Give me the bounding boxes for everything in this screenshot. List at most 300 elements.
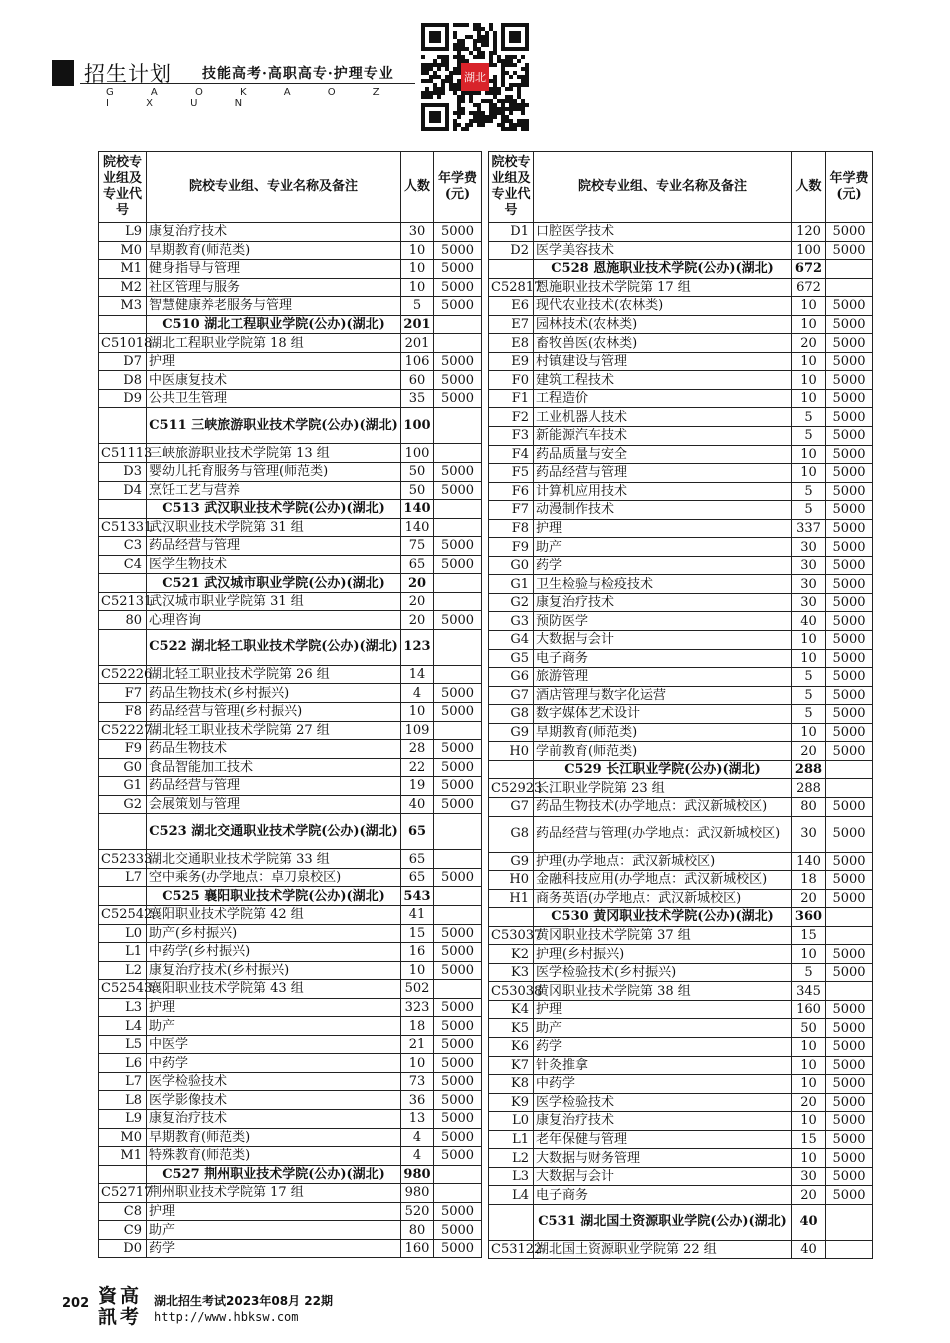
cell-code: M3: [99, 297, 147, 316]
cell-count: 5: [792, 482, 826, 501]
cell-count: 120: [792, 223, 826, 242]
cell-fee: 5000: [434, 1072, 482, 1091]
cell-code: C53038: [489, 982, 534, 1001]
cell-code: M0: [99, 241, 147, 260]
cell-name: 特殊教育(师范类): [147, 1147, 401, 1166]
cell-fee: [434, 444, 482, 463]
cell-count: 5: [792, 686, 826, 705]
cell-name: 湖北国土资源职业学院第 22 组: [534, 1240, 792, 1259]
cell-fee: 5000: [434, 297, 482, 316]
cell-count: 30: [792, 1167, 826, 1186]
cell-name: 烹饪工艺与营养: [147, 481, 401, 500]
table-row: [99, 1147, 482, 1166]
cell-fee: [434, 1184, 482, 1203]
table-row: [489, 1019, 873, 1038]
table-row: [489, 1037, 873, 1056]
cell-name: 会展策划与管理: [147, 795, 401, 814]
cell-name: 襄阳职业技术学院第 43 组: [147, 980, 401, 999]
cell-fee: 5000: [434, 611, 482, 630]
cell-fee: [434, 500, 482, 519]
cell-name: 电子商务: [534, 649, 792, 668]
table-row: [99, 297, 482, 316]
header-pinyin: G A O K A O Z I X U N: [106, 87, 397, 109]
cell-fee: 5000: [434, 998, 482, 1017]
table-row: [99, 1239, 482, 1258]
school-row: [99, 887, 482, 906]
cell-fee: 5000: [826, 501, 873, 520]
cell-fee: 5000: [826, 223, 873, 242]
table-row: [99, 518, 482, 537]
cell-fee: [434, 315, 482, 334]
table-row: [489, 742, 873, 761]
cell-code: L7: [99, 1072, 147, 1091]
col-header-code: 院校专业组及专业代号: [99, 152, 147, 223]
cell-count: 20: [792, 889, 826, 908]
cell-count: 22: [401, 758, 434, 777]
cell-name: 园林技术(农林类): [534, 315, 792, 334]
cell-name: 公共卫生管理: [147, 389, 401, 408]
cell-code: C52923: [489, 779, 534, 798]
cell-name: 工业机器人技术: [534, 408, 792, 427]
col-header-code: 院校专业组及专业代号: [489, 152, 534, 223]
table-row: [99, 611, 482, 630]
cell-code: L5: [99, 1035, 147, 1054]
table-row: [489, 1093, 873, 1112]
cell-name: 康复治疗技术: [534, 593, 792, 612]
table-row: [99, 868, 482, 887]
cell-name: 药品生物技术(办学地点：武汉新城校区): [534, 797, 792, 816]
cell-name: 药学: [534, 1037, 792, 1056]
cell-count: 10: [401, 1054, 434, 1073]
table-row: [489, 278, 873, 297]
cell-code: C51331: [99, 518, 147, 537]
cell-name: 大数据与会计: [534, 631, 792, 650]
cell-count: 50: [401, 463, 434, 482]
cell-code: K9: [489, 1093, 534, 1112]
col-header-name: 院校专业组、专业名称及备注: [534, 152, 792, 223]
cell-fee: 5000: [434, 371, 482, 390]
cell-fee: 5000: [434, 1091, 482, 1110]
cell-count: 10: [401, 241, 434, 260]
cell-fee: 5000: [826, 1037, 873, 1056]
cell-count: 140: [401, 500, 434, 519]
cell-count: 60: [401, 371, 434, 390]
cell-code: K6: [489, 1037, 534, 1056]
cell-count: 20: [401, 574, 434, 593]
table-row: [489, 871, 873, 890]
cell-count: 50: [792, 1019, 826, 1038]
cell-code: C53122: [489, 1240, 534, 1259]
cell-fee: 5000: [434, 740, 482, 759]
cell-code: F6: [489, 482, 534, 501]
cell-count: 30: [792, 816, 826, 852]
cell-count: 30: [401, 223, 434, 242]
cell-count: 160: [401, 1239, 434, 1258]
table-row: [489, 538, 873, 557]
col-header-fee: 年学费(元): [434, 152, 482, 223]
cell-count: 201: [401, 334, 434, 353]
cell-fee: 5000: [434, 684, 482, 703]
cell-fee: [434, 574, 482, 593]
cell-name: C511 三峡旅游职业技术学院(公办)(湖北): [147, 408, 401, 444]
cell-fee: [826, 260, 873, 279]
cell-name: 康复治疗技术(乡村振兴): [147, 961, 401, 980]
cell-code: M2: [99, 278, 147, 297]
cell-count: 15: [401, 924, 434, 943]
table-row: [99, 943, 482, 962]
table-row: [99, 905, 482, 924]
cell-fee: 5000: [826, 742, 873, 761]
cell-count: 10: [792, 1075, 826, 1094]
cell-code: [489, 1204, 534, 1240]
table-row: [489, 427, 873, 446]
table-row: [489, 686, 873, 705]
table-row: [489, 241, 873, 260]
cell-name: 早期教育(师范类): [534, 723, 792, 742]
cell-code: G9: [489, 723, 534, 742]
cell-fee: 5000: [826, 427, 873, 446]
table-row: [99, 260, 482, 279]
cell-count: 360: [792, 908, 826, 927]
cell-count: 672: [792, 278, 826, 297]
qr-badge-label: 湖北: [464, 71, 486, 84]
cell-count: 20: [792, 1186, 826, 1205]
cell-name: 医学检验技术: [534, 1093, 792, 1112]
table-row: [99, 334, 482, 353]
cell-fee: 5000: [434, 241, 482, 260]
cell-name: 药品经营与管理: [534, 464, 792, 483]
cell-name: C527 荆州职业技术学院(公办)(湖北): [147, 1165, 401, 1184]
table-header-row: [489, 152, 873, 223]
cell-count: 5: [792, 668, 826, 687]
table-row: [489, 668, 873, 687]
cell-fee: [826, 982, 873, 1001]
cell-fee: [434, 629, 482, 665]
cell-code: G6: [489, 668, 534, 687]
table-row: [99, 371, 482, 390]
cell-count: 106: [401, 352, 434, 371]
cell-fee: 5000: [434, 703, 482, 722]
cell-count: 10: [401, 703, 434, 722]
table-row: [99, 352, 482, 371]
table-row: [489, 297, 873, 316]
table-row: [489, 982, 873, 1001]
cell-name: 恩施职业技术学院第 17 组: [534, 278, 792, 297]
cell-fee: 5000: [826, 445, 873, 464]
cell-name: 中药学(乡村振兴): [147, 943, 401, 962]
page-number: 202: [62, 1296, 90, 1311]
table-row: [489, 445, 873, 464]
cell-count: 15: [792, 926, 826, 945]
cell-name: 助产(乡村振兴): [147, 924, 401, 943]
cell-count: 10: [792, 723, 826, 742]
cell-count: 73: [401, 1072, 434, 1091]
cell-code: [489, 260, 534, 279]
col-header-fee: 年学费(元): [826, 152, 873, 223]
logo-char: 資: [98, 1285, 118, 1307]
cell-fee: 5000: [826, 1019, 873, 1038]
table-row: [99, 555, 482, 574]
cell-fee: 5000: [434, 1035, 482, 1054]
table-row: [99, 481, 482, 500]
cell-code: [489, 760, 534, 779]
cell-name: 卫生检验与检疫技术: [534, 575, 792, 594]
cell-fee: 5000: [434, 555, 482, 574]
cell-code: C52817: [489, 278, 534, 297]
cell-count: 100: [792, 241, 826, 260]
qr-code[interactable]: [421, 23, 529, 131]
cell-code: M1: [99, 260, 147, 279]
cell-fee: 5000: [434, 1239, 482, 1258]
cell-count: 80: [401, 1221, 434, 1240]
cell-fee: 5000: [826, 612, 873, 631]
qr-code-icon: [421, 23, 529, 131]
table-row: [489, 889, 873, 908]
cell-count: 40: [401, 795, 434, 814]
cell-fee: 5000: [434, 943, 482, 962]
cell-count: 14: [401, 665, 434, 684]
cell-count: 28: [401, 740, 434, 759]
cell-count: 13: [401, 1109, 434, 1128]
cell-fee: 5000: [826, 593, 873, 612]
cell-count: 5: [792, 963, 826, 982]
cell-count: 288: [792, 779, 826, 798]
cell-fee: 5000: [826, 241, 873, 260]
cell-fee: [434, 721, 482, 740]
cell-code: K8: [489, 1075, 534, 1094]
table-row: [489, 408, 873, 427]
cell-code: F9: [99, 740, 147, 759]
cell-fee: 5000: [826, 871, 873, 890]
school-row: [99, 1165, 482, 1184]
cell-fee: 5000: [826, 1093, 873, 1112]
cell-name: 药品经营与管理: [147, 777, 401, 796]
cell-name: 康复治疗技术: [534, 1112, 792, 1131]
table-row: [489, 334, 873, 353]
cell-code: G0: [489, 556, 534, 575]
school-row: [99, 315, 482, 334]
cell-code: L2: [99, 961, 147, 980]
cell-count: 20: [792, 334, 826, 353]
cell-count: 16: [401, 943, 434, 962]
cell-name: 中药学: [147, 1054, 401, 1073]
cell-fee: [826, 1240, 873, 1259]
cell-count: 5: [401, 297, 434, 316]
cell-fee: 5000: [826, 668, 873, 687]
cell-fee: 5000: [434, 1147, 482, 1166]
school-row: [489, 260, 873, 279]
cell-count: 40: [792, 1204, 826, 1240]
cell-name: 学前教育(师范类): [534, 742, 792, 761]
section-subtitle: 技能高考·高职高专·护理专业: [202, 66, 394, 82]
cell-count: 40: [792, 1240, 826, 1259]
cell-name: C531 湖北国土资源职业学院(公办)(湖北): [534, 1204, 792, 1240]
cell-count: 10: [792, 1056, 826, 1075]
cell-code: G5: [489, 649, 534, 668]
cell-code: E7: [489, 315, 534, 334]
table-row: [99, 721, 482, 740]
cell-code: F1: [489, 389, 534, 408]
cell-count: 5: [792, 501, 826, 520]
table-row: [489, 519, 873, 538]
cell-code: E6: [489, 297, 534, 316]
cell-code: C52227: [99, 721, 147, 740]
cell-count: 10: [792, 389, 826, 408]
cell-name: 医学生物技术: [147, 555, 401, 574]
cell-fee: 5000: [826, 482, 873, 501]
cell-fee: 5000: [826, 1167, 873, 1186]
cell-name: 湖北工程职业学院第 18 组: [147, 334, 401, 353]
logo-char: 訊: [98, 1306, 118, 1328]
cell-name: 老年保健与管理: [534, 1130, 792, 1149]
cell-code: K2: [489, 945, 534, 964]
cell-name: 药学: [147, 1239, 401, 1258]
cell-name: 婴幼儿托育服务与管理(师范类): [147, 463, 401, 482]
cell-name: 湖北交通职业技术学院第 33 组: [147, 850, 401, 869]
cell-count: 160: [792, 1000, 826, 1019]
school-row: [99, 629, 482, 665]
cell-name: C525 襄阳职业技术学院(公办)(湖北): [147, 887, 401, 906]
school-row: [99, 500, 482, 519]
cell-count: 10: [792, 464, 826, 483]
cell-count: 20: [401, 592, 434, 611]
cell-code: F7: [489, 501, 534, 520]
table-row: [99, 537, 482, 556]
cell-fee: 5000: [434, 1109, 482, 1128]
cell-name: 医学检验技术: [147, 1072, 401, 1091]
cell-fee: 5000: [826, 631, 873, 650]
cell-name: C530 黄冈职业技术学院(公办)(湖北): [534, 908, 792, 927]
table-row: [99, 1054, 482, 1073]
cell-name: 村镇建设与管理: [534, 352, 792, 371]
cell-count: 30: [792, 556, 826, 575]
cell-name: 心理咨询: [147, 611, 401, 630]
header-rule: [80, 83, 415, 84]
cell-code: G3: [489, 612, 534, 631]
col-header-name: 院校专业组、专业名称及备注: [147, 152, 401, 223]
cell-fee: 5000: [826, 464, 873, 483]
cell-fee: 5000: [826, 1000, 873, 1019]
cell-name: 空中乘务(办学地点：卓刀泉校区): [147, 868, 401, 887]
cell-count: 10: [792, 445, 826, 464]
cell-count: 18: [792, 871, 826, 890]
header-block-mark: [52, 60, 74, 86]
cell-name: 商务英语(办学地点：武汉新城校区): [534, 889, 792, 908]
cell-count: 10: [792, 352, 826, 371]
cell-fee: 5000: [434, 795, 482, 814]
table-row: [99, 444, 482, 463]
cell-name: 药品经营与管理(办学地点：武汉新城校区): [534, 816, 792, 852]
cell-count: 15: [792, 1130, 826, 1149]
cell-code: C52717: [99, 1184, 147, 1203]
cell-code: F2: [489, 408, 534, 427]
cell-fee: 5000: [826, 705, 873, 724]
table-row: [99, 241, 482, 260]
cell-code: L2: [489, 1149, 534, 1168]
cell-name: 武汉城市职业学院第 31 组: [147, 592, 401, 611]
cell-fee: 5000: [826, 519, 873, 538]
cell-fee: [826, 278, 873, 297]
cell-count: 65: [401, 868, 434, 887]
cell-code: L3: [489, 1167, 534, 1186]
cell-count: 5: [792, 408, 826, 427]
cell-name: C528 恩施职业技术学院(公办)(湖北): [534, 260, 792, 279]
cell-fee: 5000: [826, 852, 873, 871]
cell-count: 123: [401, 629, 434, 665]
cell-count: 140: [401, 518, 434, 537]
cell-name: 大数据与会计: [534, 1167, 792, 1186]
cell-code: C53037: [489, 926, 534, 945]
cell-code: D2: [489, 241, 534, 260]
cell-code: G7: [489, 686, 534, 705]
cell-fee: [434, 1165, 482, 1184]
table-row: [489, 1149, 873, 1168]
table-row: [489, 482, 873, 501]
cell-code: 80: [99, 611, 147, 630]
cell-fee: 5000: [826, 963, 873, 982]
cell-count: 10: [792, 649, 826, 668]
table-row: [489, 575, 873, 594]
table-row: [489, 816, 873, 852]
cell-code: C9: [99, 1221, 147, 1240]
cell-code: [99, 887, 147, 906]
website-link[interactable]: http://www.hbksw.com: [154, 1310, 299, 1324]
cell-code: [99, 1165, 147, 1184]
cell-code: L7: [99, 868, 147, 887]
table-row: [489, 852, 873, 871]
cell-fee: [826, 908, 873, 927]
cell-fee: 5000: [434, 868, 482, 887]
table-header-row: [99, 152, 482, 223]
school-row: [99, 408, 482, 444]
table-row: [99, 223, 482, 242]
cell-name: 湖北轻工职业技术学院第 27 组: [147, 721, 401, 740]
table-row: [489, 945, 873, 964]
cell-fee: 5000: [434, 260, 482, 279]
table-row: [99, 389, 482, 408]
cell-fee: 5000: [434, 223, 482, 242]
cell-name: 中医学: [147, 1035, 401, 1054]
cell-code: G1: [489, 575, 534, 594]
cell-code: L4: [489, 1186, 534, 1205]
cell-code: D8: [99, 371, 147, 390]
cell-name: 护理(乡村振兴): [534, 945, 792, 964]
table-row: [489, 1130, 873, 1149]
cell-count: 10: [792, 945, 826, 964]
cell-name: 武汉职业技术学院第 31 组: [147, 518, 401, 537]
cell-count: 21: [401, 1035, 434, 1054]
cell-name: 湖北轻工职业技术学院第 26 组: [147, 665, 401, 684]
table-row: [99, 980, 482, 999]
cell-count: 100: [401, 408, 434, 444]
cell-code: F0: [489, 371, 534, 390]
cell-code: G9: [489, 852, 534, 871]
cell-code: E9: [489, 352, 534, 371]
cell-code: [99, 500, 147, 519]
cell-count: 502: [401, 980, 434, 999]
school-row: [489, 760, 873, 779]
cell-count: 10: [792, 1112, 826, 1131]
cell-count: 4: [401, 1128, 434, 1147]
cell-fee: [434, 334, 482, 353]
cell-name: 口腔医学技术: [534, 223, 792, 242]
cell-fee: 5000: [434, 1221, 482, 1240]
cell-fee: 5000: [434, 1202, 482, 1221]
table-row: [489, 371, 873, 390]
cell-count: 19: [401, 777, 434, 796]
cell-fee: 5000: [434, 1054, 482, 1073]
cell-fee: 5000: [826, 1056, 873, 1075]
